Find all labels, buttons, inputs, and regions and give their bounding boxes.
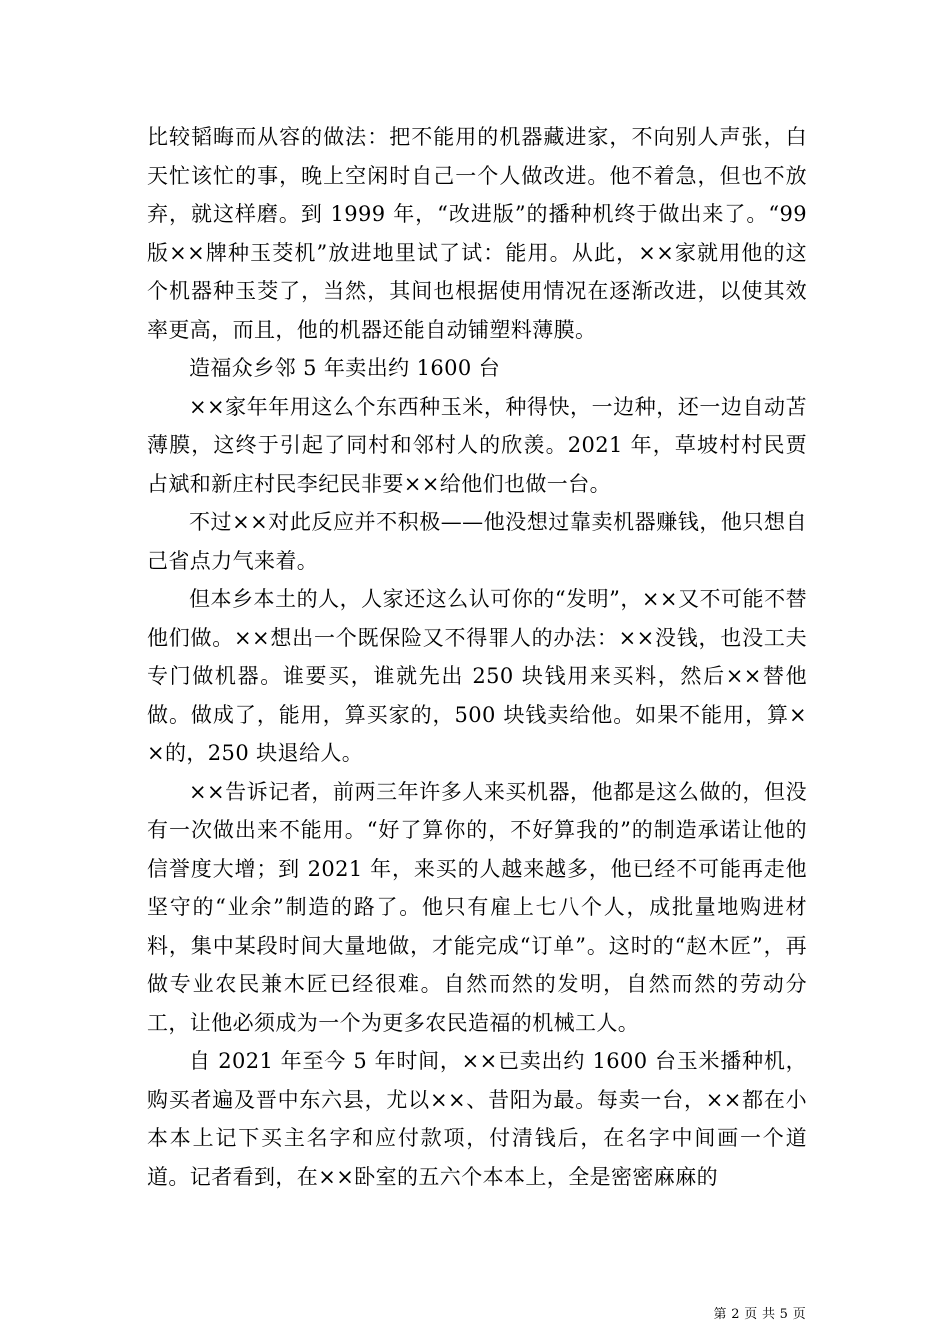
- paragraph-5: 但本乡本土的人，人家还这么认可你的“发明”，××又不可能不替他们做。××想出一个既保险又不得罪人的办法：××没钱，也没工夫专门做机器。谁要买，谁就先出 250 块钱用来买料，然后××替他做。做成了，能用，算买家的，500 块钱卖给他。如果不能用，算××的，250 块退给人。: [147, 587, 807, 765]
- paragraph-4: 不过××对此反应并不积极——他没想过靠卖机器赚钱，他只想自己省点力气来着。: [147, 510, 807, 573]
- section-heading: 造福众乡邻 5 年卖出约 1600 台: [189, 356, 501, 380]
- paragraph-6: ××告诉记者，前两三年许多人来买机器，他都是这么做的，但没有一次做出来不能用。“好了算你的，不好算我的”的制造承诺让他的信誉度大增；到 2021 年，来买的人越来越多，他已经不可能再走他坚守的“业余”制造的路了。他只有雇上七八个人，成批量地购进材料，集中某段时间大量地做，才能完成“订单”。这时的“赵木匠”，再做专业农民兼木匠已经很难。自然而然的发明，自然而然的劳动分工，让他必须成为一个为更多农民造福的机械工人。: [147, 779, 807, 1035]
- paragraph-1: 比较韬晦而从容的做法：把不能用的机器藏进家，不向别人声张，白天忙该忙的事，晚上空闲时自己一个人做改进。他不着急，但也不放弃，就这样磨。到 1999 年，“改进版”的播种机终于做出来了。“99 版××牌种玉茭机”放进地里试了试：能用。从此，××家就用他的这个机器种玉茭了，当然，其间也根据使用情况在逐渐改进，以使其效率更高，而且，他的机器还能自动铺塑料薄膜。: [147, 125, 807, 342]
- paragraph-7: 自 2021 年至今 5 年时间，××已卖出约 1600 台玉米播种机，购买者遍及晋中东六县，尤以××、昔阳为最。每卖一台，××都在小本本上记下买主名字和应付款项，付清钱后，在名字中间画一个道道。记者看到，在××卧室的五六个本本上，全是密密麻麻的: [147, 1049, 807, 1189]
- page-number-footer: 第 2 页 共 5 页: [713, 1307, 806, 1322]
- body-text: [147, 118, 807, 1196]
- paragraph-3: ××家年年用这么个东西种玉米，种得快，一边种，还一边自动苫薄膜，这终于引起了同村和邻村人的欣羡。2021 年，草坡村村民贾占斌和新庄村民李纪民非要××给他们也做一台。: [147, 394, 807, 496]
